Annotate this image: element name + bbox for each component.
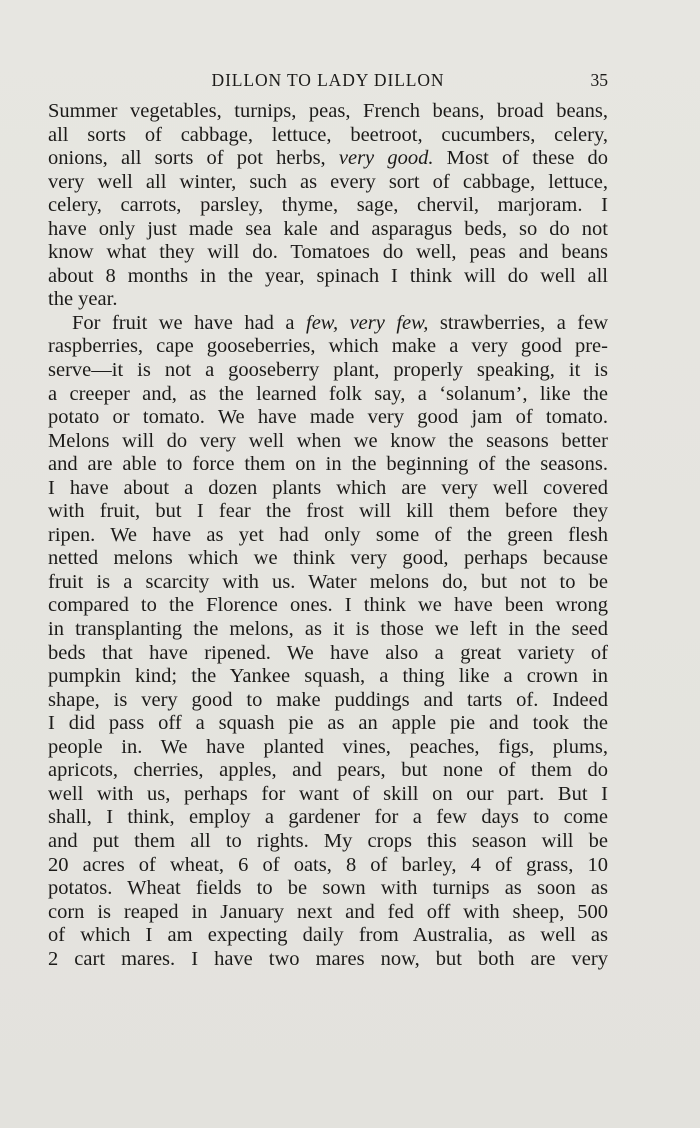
text-line: a creeper and, as the learned folk say, a ‘solanum’, like the [48,382,608,405]
text-line: shape, is very good to make puddings and tarts of. Indeed [48,688,608,711]
text-run: Most of these do [446,147,609,170]
running-title: DILLON TO LADY DILLON [211,70,445,90]
text-line: I have about a dozen plants which are very well covered [48,476,608,499]
text-line: corn is reaped in January next and fed off with sheep, 500 [48,900,608,923]
text-line: in transplanting the melons, as it is those we left in the seed [48,618,608,641]
text-line: know what they will do. Tomatoes do well, peas and beans [48,241,608,264]
text-line: with fruit, but I fear the frost will kill them before they [48,500,608,523]
text-run: onions, all sorts of pot herbs, [48,147,326,170]
text-line: serve—it is not a gooseberry plant, properly speaking, it is [48,359,608,382]
text-line: celery, carrots, parsley, thyme, sage, chervil, marjoram. I [48,194,608,217]
text-line: potatos. Wheat fields to be sown with turnips as soon as [48,877,608,900]
text-line: compared to the Florence ones. I think we have been wrong [48,594,608,617]
text-line: people in. We have planted vines, peaches, figs, plums, [48,735,608,758]
italic-phrase: few, very few, [306,311,429,334]
running-head [48,70,608,98]
text-line: of which I am expecting daily from Australia, as well as [48,924,608,947]
text-line: and are able to force them on in the beginning of the seasons. [48,453,608,476]
page-number: 35 [590,70,608,90]
text-line: about 8 months in the year, spinach I think will do well all [48,264,608,287]
letter-text [48,100,608,971]
text-line: ripen. We have as yet had only some of the green flesh [48,523,608,546]
text-line: potato or tomato. We have made very good jam of tomato. [48,406,608,429]
text-line: and put them all to rights. My crops this season will be [48,829,608,852]
text-line: Summer vegetables, turnips, peas, French beans, broad beans, [48,100,608,122]
text-line: shall, I think, employ a gardener for a few days to come [48,806,608,829]
text-line: 20 acres of wheat, 6 of oats, 8 of barley, 4 of grass, 10 [48,853,608,876]
text-line: I did pass off a squash pie as an apple pie and took the [48,712,608,735]
italic-phrase: very good. [338,147,434,170]
text-line: 2 cart mares. I have two mares now, but both are very [48,947,608,970]
text-line: fruit is a scarcity with us. Water melons do, but not to be [48,570,608,593]
text-line [48,147,608,171]
text-line: all sorts of cabbage, lettuce, beetroot, cucumbers, celery, [48,123,608,146]
text-line: have only just made sea kale and asparagus beds, so do not [48,217,608,240]
text-line: well with us, perhaps for want of skill on our part. But I [48,782,608,805]
text-run: strawberries, a few [439,311,609,334]
text-line: beds that have ripened. We have also a great variety of [48,641,608,664]
text-run: For fruit we have had a [72,311,295,334]
text-line: raspberries, cape gooseberries, which make a very good pre- [48,335,608,358]
text-line: very well all winter, such as every sort of cabbage, lettuce, [48,170,608,193]
text-line [48,312,608,336]
text-line: apricots, cherries, apples, and pears, but none of them do [48,759,608,782]
text-line: Melons will do very well when we know the seasons better [48,429,608,452]
text-line: the year. [48,288,118,311]
text-line: pumpkin kind; the Yankee squash, a thing like a crown in [48,665,608,688]
text-line: netted melons which we think very good, perhaps because [48,547,608,570]
